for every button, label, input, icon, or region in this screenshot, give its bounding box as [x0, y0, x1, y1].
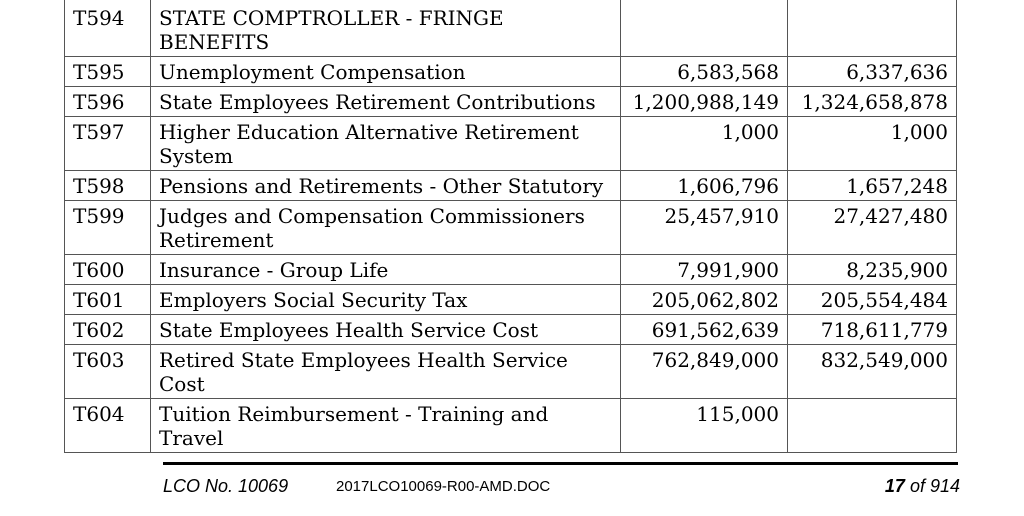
- line-code: T600: [65, 255, 151, 285]
- line-description: Tuition Reimbursement - Training and Travel: [151, 399, 621, 453]
- amount-year-1: 691,562,639: [621, 315, 788, 345]
- amount-year-1: 7,991,900: [621, 255, 788, 285]
- amount-year-1: 6,583,568: [621, 57, 788, 87]
- table-row: [65, 87, 957, 117]
- line-description: Unemployment Compensation: [151, 57, 621, 87]
- table-row: [65, 117, 957, 171]
- line-code: T594: [65, 0, 151, 57]
- line-description: Employers Social Security Tax: [151, 285, 621, 315]
- amount-year-2: 1,657,248: [788, 171, 957, 201]
- amount-year-1: 762,849,000: [621, 345, 788, 399]
- table-row: [65, 171, 957, 201]
- table-row: [65, 0, 957, 57]
- amount-year-1: 1,606,796: [621, 171, 788, 201]
- page-indicator: [885, 476, 960, 497]
- amount-year-1: 115,000: [621, 399, 788, 453]
- amount-year-2: 6,337,636: [788, 57, 957, 87]
- table-row: [65, 255, 957, 285]
- line-code: T603: [65, 345, 151, 399]
- table-row: [65, 399, 957, 453]
- line-description: Pensions and Retirements - Other Statutory: [151, 171, 621, 201]
- amount-year-2: 718,611,779: [788, 315, 957, 345]
- amount-year-1: [621, 0, 788, 57]
- line-code: T604: [65, 399, 151, 453]
- line-description: Insurance - Group Life: [151, 255, 621, 285]
- amount-year-2: 8,235,900: [788, 255, 957, 285]
- line-code: T599: [65, 201, 151, 255]
- table-row: [65, 315, 957, 345]
- amount-year-1: 205,062,802: [621, 285, 788, 315]
- line-description: STATE COMPTROLLER - FRINGE BENEFITS: [151, 0, 621, 57]
- amount-year-2: 205,554,484: [788, 285, 957, 315]
- line-code: T598: [65, 171, 151, 201]
- line-code: T596: [65, 87, 151, 117]
- line-code: T597: [65, 117, 151, 171]
- line-description: Retired State Employees Health Service Cost: [151, 345, 621, 399]
- amount-year-1: 25,457,910: [621, 201, 788, 255]
- amount-year-2: [788, 0, 957, 57]
- amount-year-2: 1,000: [788, 117, 957, 171]
- amount-year-2: 27,427,480: [788, 201, 957, 255]
- line-description: Higher Education Alternative Retirement System: [151, 117, 621, 171]
- table-row: [65, 345, 957, 399]
- amount-year-1: 1,000: [621, 117, 788, 171]
- total-pages: of 914: [909, 476, 960, 496]
- document-filename: 2017LCO10069-R00-AMD.DOC: [336, 478, 551, 495]
- line-description: State Employees Retirement Contributions: [151, 87, 621, 117]
- amount-year-2: 1,324,658,878: [788, 87, 957, 117]
- footer-divider: [163, 462, 958, 465]
- amount-year-2: 832,549,000: [788, 345, 957, 399]
- line-description: State Employees Health Service Cost: [151, 315, 621, 345]
- line-code: T595: [65, 57, 151, 87]
- table-row: [65, 201, 957, 255]
- line-code: T602: [65, 315, 151, 345]
- amount-year-1: 1,200,988,149: [621, 87, 788, 117]
- lco-number: LCO No. 10069: [163, 476, 289, 496]
- table-row: [65, 285, 957, 315]
- line-code: T601: [65, 285, 151, 315]
- appropriations-table: [64, 0, 957, 453]
- table-row: [65, 57, 957, 87]
- line-description: Judges and Compensation Commissioners Retirement: [151, 201, 621, 255]
- current-page: 17: [884, 476, 905, 496]
- amount-year-2: [788, 399, 957, 453]
